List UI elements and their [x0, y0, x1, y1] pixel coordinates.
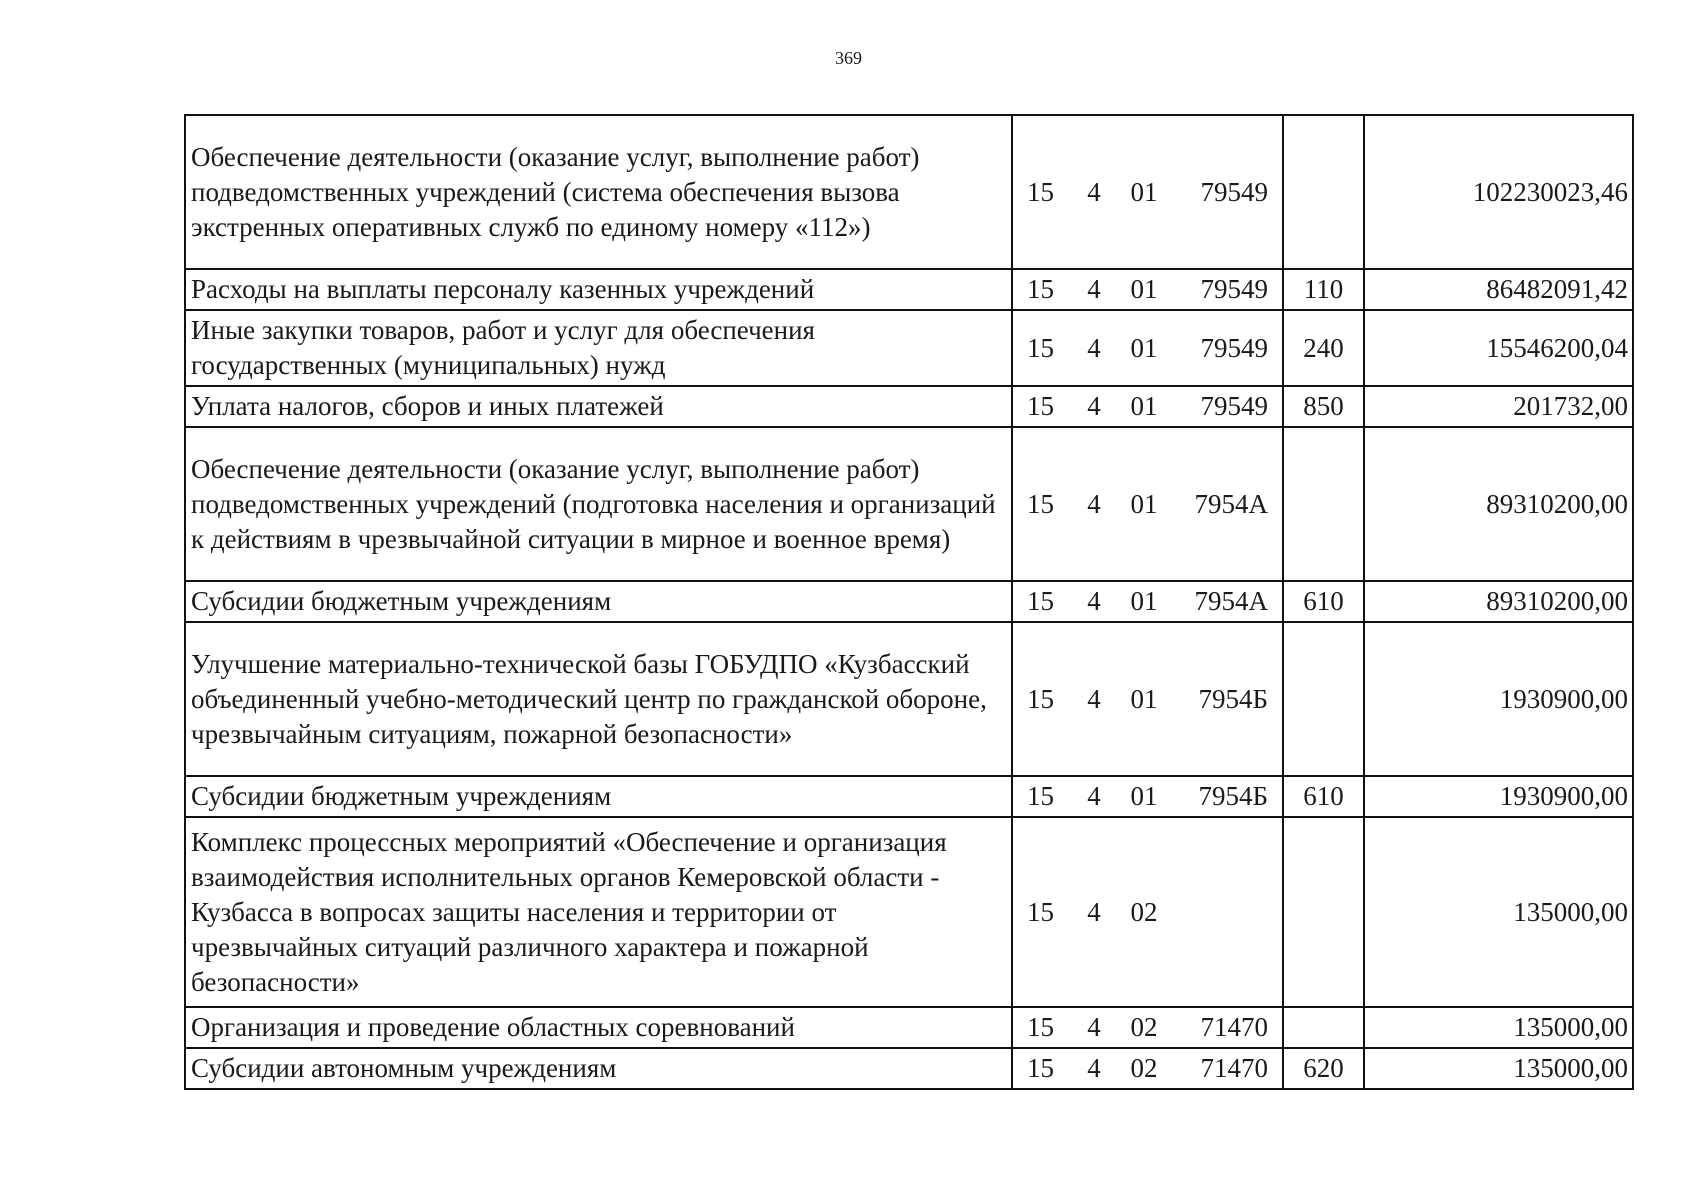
code-cell	[1012, 817, 1283, 1007]
program-code: 15	[1027, 781, 1054, 811]
amount: 201732,00	[1364, 386, 1633, 427]
table-row	[185, 115, 1633, 269]
amount: 135000,00	[1364, 817, 1633, 1007]
subprogram-code: 4	[1087, 1012, 1101, 1042]
code-cell	[1012, 115, 1283, 269]
subprogram-code: 4	[1087, 683, 1101, 714]
program-code: 15	[1027, 391, 1054, 421]
event-code: 01	[1130, 586, 1158, 616]
table-row	[185, 427, 1633, 581]
program-code: 15	[1027, 488, 1054, 519]
direction-code: 79549	[1200, 391, 1268, 421]
budget-table	[184, 114, 1634, 1090]
table-row	[185, 1048, 1633, 1089]
table-row	[185, 581, 1633, 622]
code-cell	[1012, 1048, 1283, 1089]
table-row	[185, 817, 1633, 1007]
amount: 89310200,00	[1364, 581, 1633, 622]
row-name: Иные закупки товаров, работ и услуг для обеспечения государственных (муниципальных) нужд	[185, 310, 1012, 386]
code-cell	[1012, 776, 1283, 817]
expense-type-code: 620	[1283, 1048, 1364, 1089]
row-name: Комплекс процессных мероприятий «Обеспечение и организация взаимодействия исполнительных органов Кемеровской области - Кузбасса в вопросах защиты населения и территории от чрезвычайных ситуаций различного характера и пожарной безопасности»	[185, 817, 1012, 1007]
program-code: 15	[1027, 896, 1054, 927]
amount: 89310200,00	[1364, 427, 1633, 581]
direction-code: 79549	[1200, 274, 1268, 304]
direction-code: 7954А	[1194, 586, 1268, 616]
expense-type-code	[1283, 115, 1364, 269]
amount: 1930900,00	[1364, 776, 1633, 817]
event-code: 02	[1130, 1053, 1158, 1083]
direction-code: 71470	[1200, 1053, 1268, 1083]
expense-type-code: 850	[1283, 386, 1364, 427]
event-code: 02	[1130, 1012, 1158, 1042]
expense-type-code	[1283, 817, 1364, 1007]
event-code: 01	[1130, 391, 1158, 421]
program-code: 15	[1027, 1053, 1054, 1083]
event-code: 01	[1130, 176, 1158, 207]
event-code: 01	[1130, 488, 1158, 519]
code-cell	[1012, 1007, 1283, 1048]
event-code: 02	[1130, 896, 1158, 927]
event-code: 01	[1130, 274, 1158, 304]
program-code: 15	[1027, 586, 1054, 616]
expense-type-code: 610	[1283, 776, 1364, 817]
table-row	[185, 310, 1633, 386]
amount: 86482091,42	[1364, 269, 1633, 310]
row-name: Субсидии автономным учреждениям	[185, 1048, 1012, 1089]
table-row	[185, 1007, 1633, 1048]
amount: 15546200,04	[1364, 310, 1633, 386]
expense-type-code: 610	[1283, 581, 1364, 622]
table-row	[185, 269, 1633, 310]
code-cell	[1012, 310, 1283, 386]
program-code: 15	[1027, 176, 1054, 207]
program-code: 15	[1027, 332, 1054, 363]
direction-code: 7954Б	[1198, 683, 1268, 714]
subprogram-code: 4	[1087, 488, 1101, 519]
subprogram-code: 4	[1087, 274, 1101, 304]
direction-code: 79549	[1200, 176, 1268, 207]
direction-code: 7954Б	[1198, 781, 1268, 811]
subprogram-code: 4	[1087, 176, 1101, 207]
amount: 1930900,00	[1364, 622, 1633, 776]
program-code: 15	[1027, 1012, 1054, 1042]
row-name: Обеспечение деятельности (оказание услуг, выполнение работ) подведомственных учреждений (подготовка населения и организаций к действиям в чрезвычайной ситуации в мирное и военное время)	[185, 427, 1012, 581]
table-row	[185, 776, 1633, 817]
code-cell	[1012, 427, 1283, 581]
direction-code: 79549	[1200, 332, 1268, 363]
code-cell	[1012, 269, 1283, 310]
row-name: Обеспечение деятельности (оказание услуг, выполнение работ) подведомственных учреждений (система обеспечения вызова экстренных оперативных служб по единому номеру «112»)	[185, 115, 1012, 269]
event-code: 01	[1130, 332, 1158, 363]
code-cell	[1012, 622, 1283, 776]
code-cell	[1012, 581, 1283, 622]
row-name: Субсидии бюджетным учреждениям	[185, 581, 1012, 622]
table-row	[185, 622, 1633, 776]
subprogram-code: 4	[1087, 896, 1101, 927]
row-name: Уплата налогов, сборов и иных платежей	[185, 386, 1012, 427]
row-name: Расходы на выплаты персоналу казенных учреждений	[185, 269, 1012, 310]
amount: 102230023,46	[1364, 115, 1633, 269]
direction-code: 71470	[1200, 1012, 1268, 1042]
program-code: 15	[1027, 274, 1054, 304]
subprogram-code: 4	[1087, 781, 1101, 811]
event-code: 01	[1130, 683, 1158, 714]
expense-type-code: 240	[1283, 310, 1364, 386]
amount: 135000,00	[1364, 1007, 1633, 1048]
subprogram-code: 4	[1087, 391, 1101, 421]
program-code: 15	[1027, 683, 1054, 714]
direction-code: 7954А	[1194, 488, 1268, 519]
subprogram-code: 4	[1087, 586, 1101, 616]
code-cell	[1012, 386, 1283, 427]
amount: 135000,00	[1364, 1048, 1633, 1089]
expense-type-code	[1283, 1007, 1364, 1048]
expense-type-code	[1283, 427, 1364, 581]
subprogram-code: 4	[1087, 332, 1101, 363]
row-name: Субсидии бюджетным учреждениям	[185, 776, 1012, 817]
expense-type-code: 110	[1283, 269, 1364, 310]
table-row	[185, 386, 1633, 427]
expense-type-code	[1283, 622, 1364, 776]
page-number: 369	[835, 48, 862, 68]
subprogram-code: 4	[1087, 1053, 1101, 1083]
row-name: Организация и проведение областных соревнований	[185, 1007, 1012, 1048]
row-name: Улучшение материально-технической базы ГОБУДПО «Кузбасский объединенный учебно-методический центр по гражданской обороне, чрезвычайным ситуациям, пожарной безопасности»	[185, 622, 1012, 776]
event-code: 01	[1130, 781, 1158, 811]
